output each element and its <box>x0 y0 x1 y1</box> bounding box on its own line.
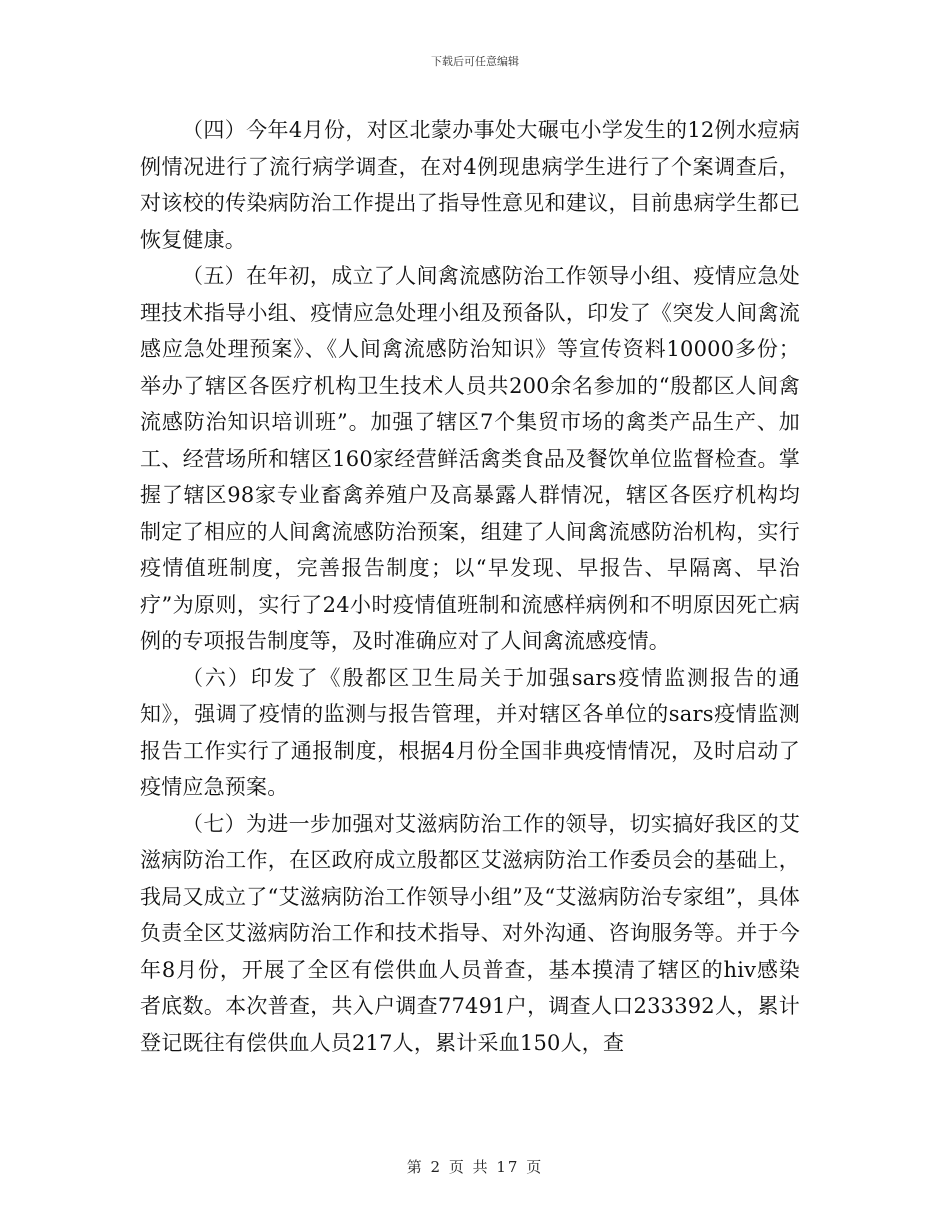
page-footer: 第 2 页 共 17 页 <box>406 1158 544 1176</box>
paragraph-6: （六）印发了《殷都区卫生局关于加强sars疫情监测报告的通知》，强调了疫情的监测与报告管理，并对辖区各单位的sars疫情监测报告工作实行了通报制度，根据4月份全国非典疫情情况，及时启动了疫情应急预案。 <box>140 665 800 799</box>
paragraph-4: （四）今年4月份，对区北蒙办事处大碾屯小学发生的12例水痘病例情况进行了流行病学调查，在对4例现患病学生进行了个案调查后，对该校的传染病防治工作提出了指导性意见和建议，目前患病学生都已恢复健康。 <box>140 118 800 252</box>
paragraph-7: （七）为进一步加强对艾滋病防治工作的领导，切实搞好我区的艾滋病防治工作，在区政府成立殷都区艾滋病防治工作委员会的基础上，我局又成立了“艾滋病防治工作领导小组”及“艾滋病防治专家组”，具体负责全区艾滋病防治工作和技术指导、对外沟通、咨询服务等。并于今年8月份，开展了全区有偿供血人员普查，基本摸清了辖区的hiv感染者底数。本次普查，共入户调查77491户，调查人口233392人，累计登记既往有偿供血人员217人，累计采血150人，查 <box>140 811 800 1055</box>
document-body <box>140 112 800 1061</box>
page-header: 下载后可任意编辑 <box>431 55 519 68</box>
paragraph-5: （五）在年初，成立了人间禽流感防治工作领导小组、疫情应急处理技术指导小组、疫情应急处理小组及预备队，印发了《突发人间禽流感应急处理预案》、《人间禽流感防治知识》等宣传资料10000多份；举办了辖区各医疗机构卫生技术人员共200余名参加的“殷都区人间禽流感防治知识培训班”。加强了辖区7个集贸市场的禽类产品生产、加工、经营场所和辖区160家经营鲜活禽类食品及餐饮单位监督检查。掌握了辖区98家专业畜禽养殖户及高暴露人群情况，辖区各医疗机构均制定了相应的人间禽流感防治预案，组建了人间禽流感防治机构，实行疫情值班制度，完善报告制度；以“早发现、早报告、早隔离、早治疗”为原则，实行了24小时疫情值班制和流感样病例和不明原因死亡病例的专项报告制度等，及时准确应对了人间禽流感疫情。 <box>140 264 800 653</box>
